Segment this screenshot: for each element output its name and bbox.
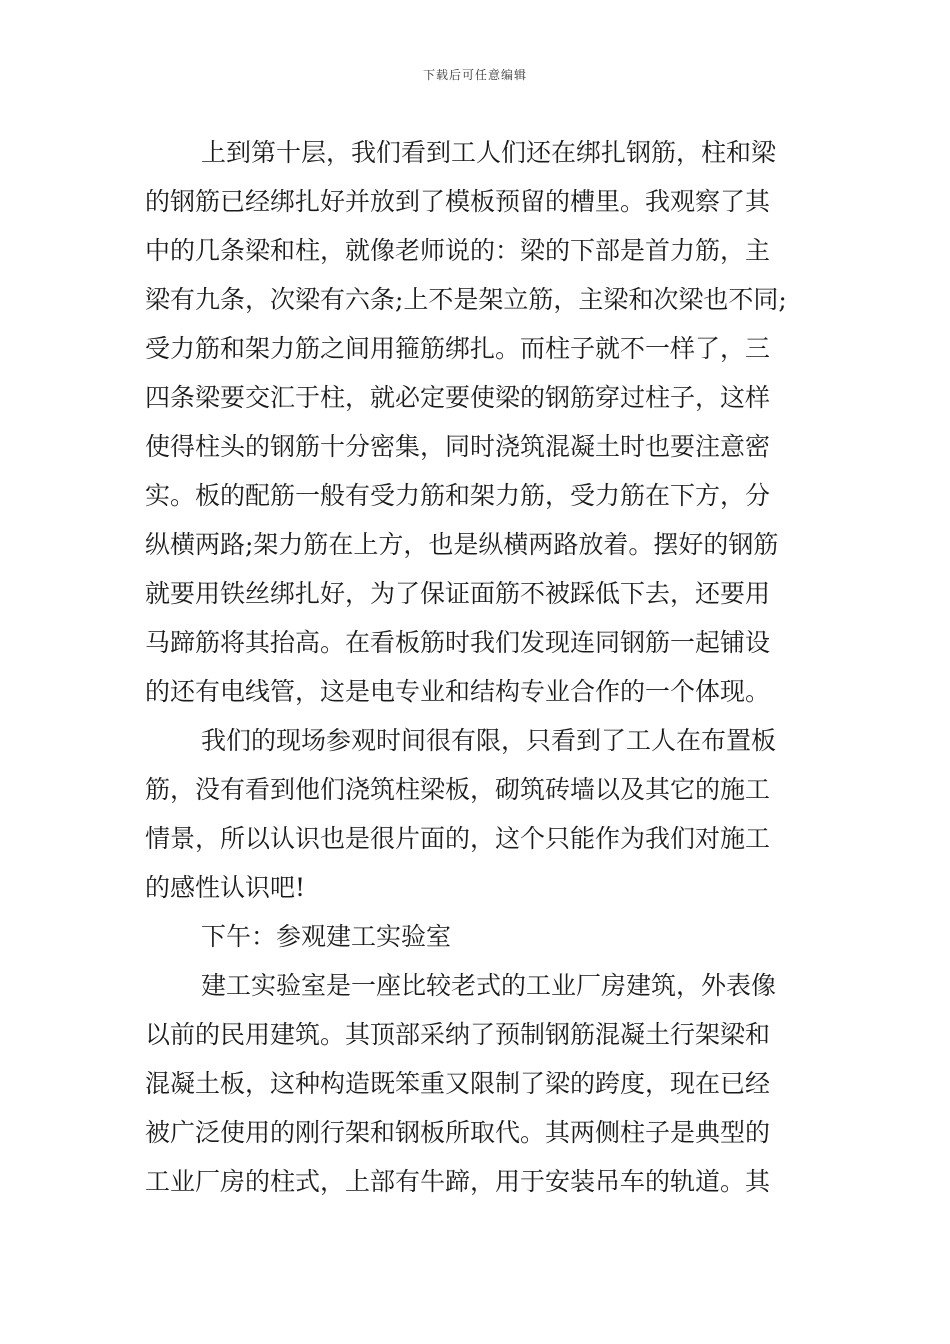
text-line: 的还有电线管，这是电专业和结构专业合作的一个体现。 [145, 677, 771, 706]
section-heading [145, 912, 825, 961]
text-line: 四条梁要交汇于柱，就必定要使梁的钢筋穿过柱子，这样 [145, 383, 771, 412]
text-line: 情景，所以认识也是很片面的，这个只能作为我们对施工 [145, 824, 771, 853]
text-line: 梁有九条，次梁有六条;上不是架立筋，主梁和次梁也不同; [145, 285, 787, 314]
text-line: 实。板的配筋一般有受力筋和架力筋，受力筋在下方，分 [145, 481, 771, 510]
text-line: 工业厂房的柱式，上部有牛蹄，用于安装吊车的轨道。其 [145, 1167, 771, 1196]
text-line: 的钢筋已经绑扎好并放到了模板预留的槽里。我观察了其 [145, 187, 771, 216]
text-line: 被广泛使用的刚行架和钢板所取代。其两侧柱子是典型的 [145, 1118, 771, 1147]
text-line: 混凝土板，这种构造既笨重又限制了梁的跨度，现在已经 [145, 1069, 771, 1098]
text-line: 受力筋和架力筋之间用箍筋绑扎。而柱子就不一样了，三 [145, 334, 771, 363]
text-line: 使得柱头的钢筋十分密集，同时浇筑混凝土时也要注意密 [145, 432, 771, 461]
text-line: 我们的现场参观时间很有限，只看到了工人在布置板 [201, 726, 777, 755]
text-line: 就要用铁丝绑扎好，为了保证面筋不被踩低下去，还要用 [145, 579, 771, 608]
text-line: 上到第十层，我们看到工人们还在绑扎钢筋，柱和梁 [201, 138, 777, 167]
text-line: 中的几条梁和柱，就像老师说的：梁的下部是首力筋，主 [145, 236, 771, 265]
header-note: 下载后可任意编辑 [422, 68, 527, 82]
text-line: 的感性认识吧! [145, 873, 306, 902]
text-line: 纵横两路;架力筋在上方，也是纵横两路放着。摆好的钢筋 [145, 530, 779, 559]
paragraph-2 [145, 716, 825, 912]
text-line: 下午：参观建工实验室 [201, 922, 452, 951]
text-line: 马蹄筋将其抬高。在看板筋时我们发现连同钢筋一起铺设 [145, 628, 771, 657]
paragraph-1 [145, 128, 825, 716]
paragraph-3 [145, 961, 825, 1206]
text-line: 以前的民用建筑。其顶部采纳了预制钢筋混凝土行架梁和 [145, 1020, 771, 1049]
document-body [145, 128, 825, 1206]
text-line: 筋，没有看到他们浇筑柱梁板，砌筑砖墙以及其它的施工 [145, 775, 771, 804]
text-line: 建工实验室是一座比较老式的工业厂房建筑，外表像 [201, 971, 777, 1000]
